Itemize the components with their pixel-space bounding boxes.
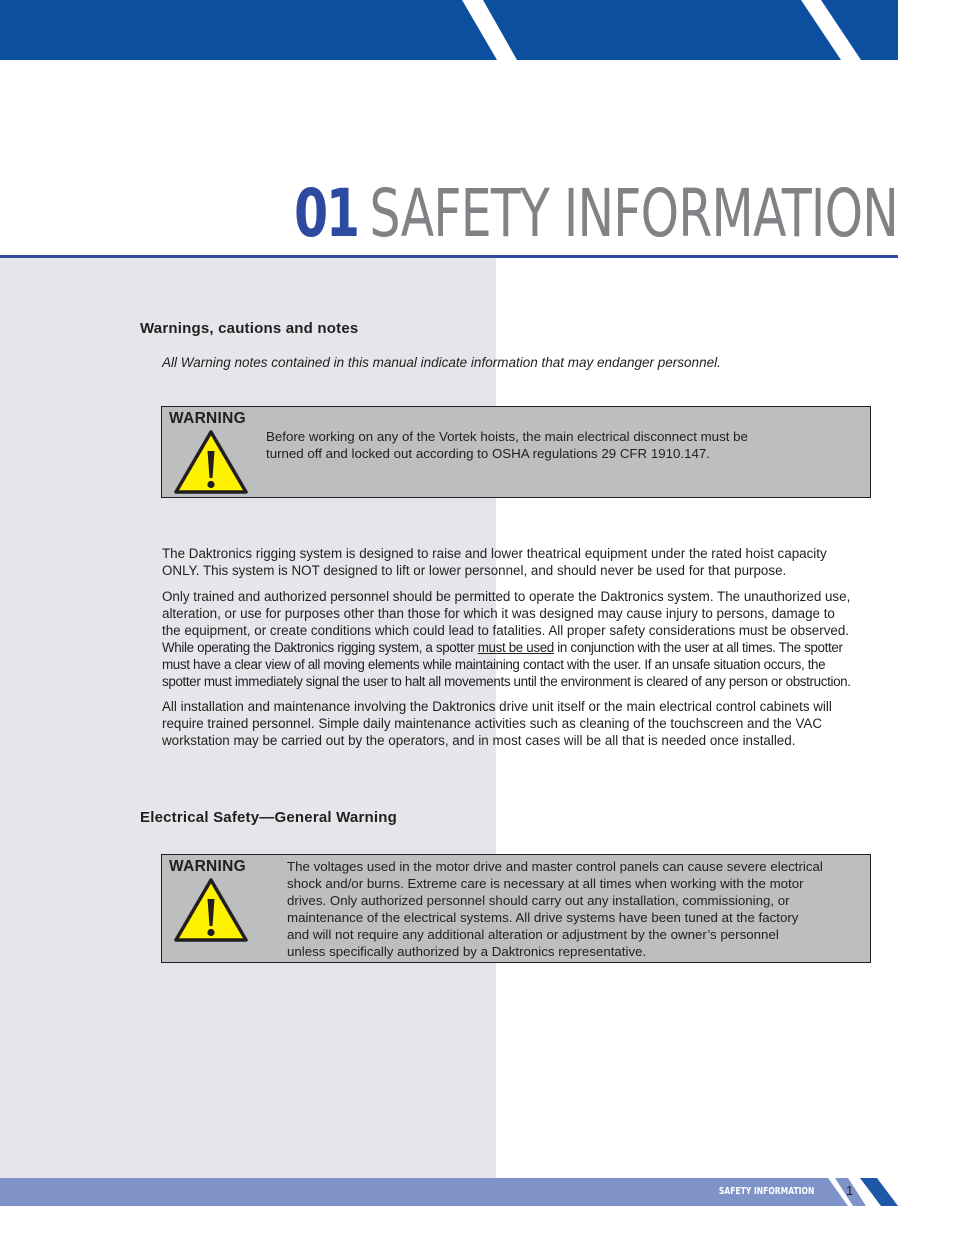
warning-box-disconnect	[161, 406, 871, 498]
paragraph-line: The Daktronics rigging system is designed to raise and lower theatrical equipment under the rated hoist capacity	[162, 546, 827, 561]
warning-line: The voltages used in the motor drive and master control panels can cause severe electrical	[287, 859, 823, 874]
paragraph-line: ONLY. This system is NOT designed to lift or lower personnel, and should never be used for that purpose.	[162, 563, 787, 578]
warning-line: drives. Only authorized personnel should carry out any installation, commissioning, or	[287, 893, 790, 908]
footer-section-label: SAFETY INFORMATION	[718, 1186, 814, 1197]
warning-line: turned off and locked out according to OSHA regulations 29 CFR 1910.147.	[266, 446, 711, 461]
paragraph-line: must have a clear view of all moving elements while maintaining contact with the user. If an unsafe situation occurs, the	[162, 657, 826, 672]
paragraph-line: workstation may be carried out by the operators, and in most cases will be all that is needed once installed.	[162, 733, 796, 748]
warning-text	[266, 428, 748, 462]
paragraph-line: alteration, or use for purposes other than those for which it was designed may cause injury to persons, damage to	[162, 606, 835, 621]
spotter-text-pre: While operating the Daktronics rigging system, a spotter	[162, 640, 478, 655]
warnings-intro: All Warning notes contained in this manual indicate information that may endanger personnel.	[162, 355, 721, 370]
warning-text	[287, 858, 823, 960]
page-number: 1	[846, 1183, 854, 1198]
paragraph-line: Only trained and authorized personnel should be permitted to operate the Daktronics system. The unauthorized use,	[162, 589, 851, 604]
paragraph-line: the equipment, or create conditions which could lead to fatalities. All proper safety considerations must be observed.	[162, 623, 850, 638]
warning-label: WARNING	[169, 410, 247, 427]
warning-box-voltage	[161, 854, 871, 963]
paragraph-system-purpose	[162, 545, 862, 579]
must-be-used-emphasis: must be used	[477, 640, 554, 655]
chapter-number: 01	[294, 175, 358, 252]
warning-line: unless specifically authorized by a Daktronics representative.	[287, 944, 647, 959]
warning-triangle-icon	[173, 877, 249, 943]
paragraph-line: spotter must immediately signal the user to halt all movements until the environment is cleared of any person or obstruction.	[162, 674, 851, 689]
warning-line: Before working on any of the Vortek hoists, the main electrical disconnect must be	[266, 429, 748, 444]
paragraph-line: All installation and maintenance involving the Daktronics drive unit itself or the main electrical control cabinets will	[162, 699, 832, 714]
spotter-text-post: in conjunction with the user at all times. The spotter	[553, 640, 843, 655]
warning-line: shock and/or burns. Extreme care is necessary at all times when working with the motor	[287, 876, 804, 891]
chapter-name: SAFETY INFORMATION	[369, 175, 899, 252]
warning-label: WARNING	[169, 858, 247, 875]
footer-band-accent	[860, 1178, 898, 1206]
warning-line: maintenance of the electrical systems. All drive systems have been tuned at the factory	[287, 910, 799, 925]
warning-triangle-icon	[173, 429, 249, 495]
paragraph-authorized-personnel	[162, 588, 862, 690]
section-heading-warnings: Warnings, cautions and notes	[140, 320, 359, 337]
paragraph-installation-maintenance	[162, 698, 862, 749]
paragraph-line: require trained personnel. Simple daily maintenance activities such as cleaning of the touchscreen and the VAC	[162, 716, 822, 731]
paragraph-line	[162, 639, 862, 656]
section-heading-electrical-safety: Electrical Safety—General Warning	[140, 809, 397, 826]
warning-line: and will not require any additional alteration or adjustment by the owner’s personnel	[287, 927, 779, 942]
